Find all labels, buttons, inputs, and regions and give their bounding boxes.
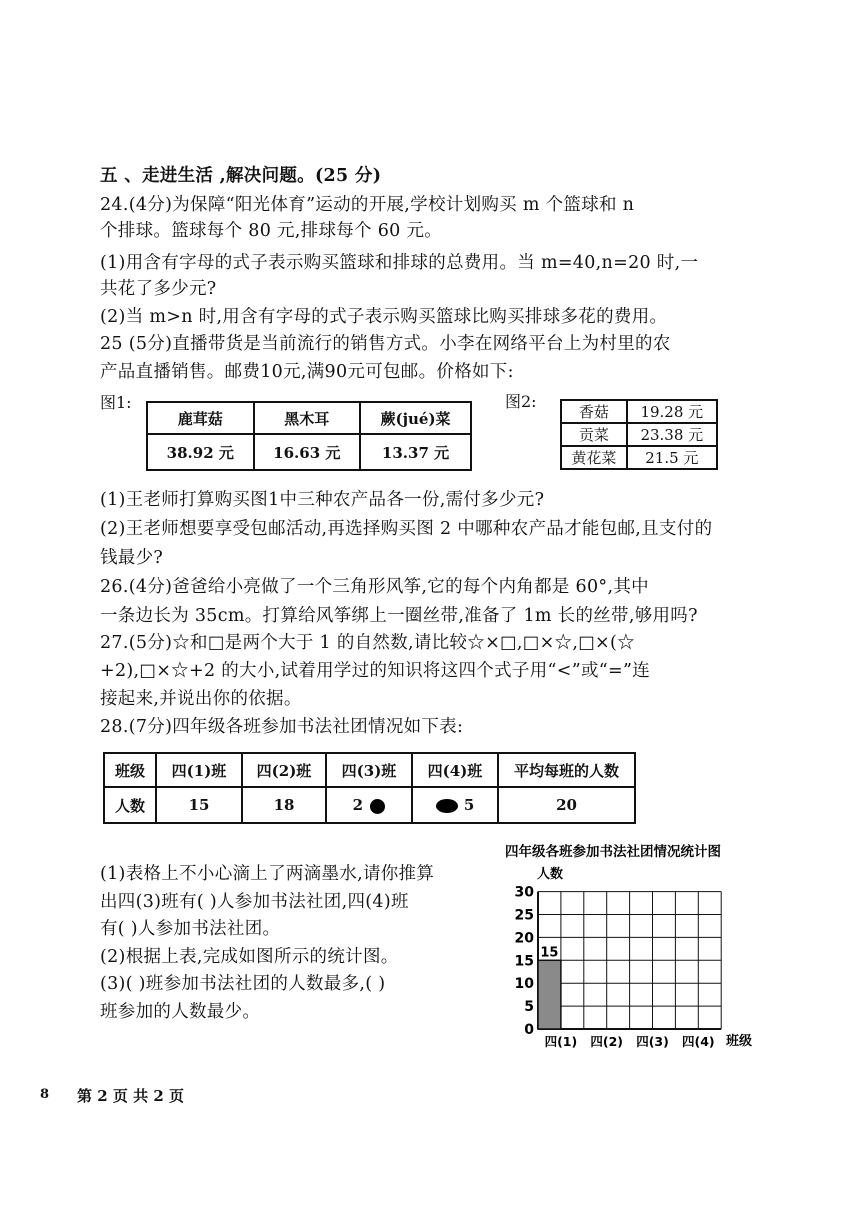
q25-line-1: 25 (5分)直播带货是当前流行的销售方式。小李在网络平台上为村里的农: [100, 334, 671, 354]
y-axis-label: 人数: [537, 867, 564, 882]
q28-cell-digit: 2: [352, 796, 364, 814]
fig2-price: 23.38 元: [627, 423, 717, 446]
q28-cell: 18: [242, 787, 326, 823]
q27-line-2: +2),□×☆+2 的大小,试着用学过的知识将这四个式子用“<”或“=”连: [100, 661, 651, 681]
q28-cell-digit: 5: [463, 796, 475, 814]
fig1-price: 13.37 元: [360, 434, 471, 470]
chart-title: 四年级各班参加书法社团情况统计图: [505, 844, 721, 860]
x-category-label: 四(4): [681, 1034, 715, 1049]
fig2-price: 19.28 元: [627, 400, 717, 423]
q28-sub-3a: (3)( )班参加书法社团的人数最多,( ): [100, 974, 386, 994]
footer-mark: 8: [40, 1087, 50, 1102]
section-title: 五 、走进生活 ,解决问题。(25 分): [100, 166, 382, 186]
y-tick-label: 0: [524, 1022, 534, 1038]
x-axis-label: 班级: [726, 1034, 753, 1049]
q27-line-1: 27.(5分)☆和□是两个大于 1 的自然数,请比较☆×□,□×☆,□×(☆: [100, 633, 635, 653]
fig1-price-table: [146, 401, 472, 471]
q25-sub-2a: (2)王老师想要享受包邮活动,再选择购买图 2 中哪种农产品才能包邮,且支付的: [100, 519, 713, 539]
fig2-price: 21.5 元: [627, 446, 717, 469]
fig1-header: 蕨(jué)菜: [360, 402, 471, 434]
fig1-label: 图1:: [100, 393, 132, 412]
q25-sub-2b: 钱最少?: [100, 548, 164, 568]
y-tick-label: 30: [514, 884, 534, 901]
fig2-name: 香菇: [561, 400, 627, 423]
fig2-price-table: [560, 399, 718, 470]
q24-line-4: 共花了多少元?: [100, 279, 217, 299]
fig1-header: 黑木耳: [254, 402, 361, 434]
q28-header: 四(4)班: [412, 753, 498, 787]
fig1-price: 38.92 元: [147, 434, 254, 470]
q28-table: [103, 752, 636, 824]
x-category-label: 四(1): [544, 1034, 578, 1049]
q26-line-1: 26.(4分)爸爸给小亮做了一个三角形风筝,它的每个内角都是 60°,其中: [100, 577, 649, 597]
fig2-name: 贡菜: [561, 423, 627, 446]
q28-sub-1c: 有( )人参加书法社团。: [100, 919, 281, 939]
q28-cell-ink: [412, 787, 498, 823]
y-tick-label: 20: [514, 930, 534, 947]
y-tick-label: 10: [514, 976, 534, 993]
q28-sub-3b: 班参加的人数最少。: [100, 1002, 261, 1022]
q28-sub-2: (2)根据上表,完成如图所示的统计图。: [100, 947, 399, 967]
q25-line-2: 产品直播销售。邮费10元,满90元可包邮。价格如下:: [100, 362, 514, 382]
q28-sub-1a: (1)表格上不小心滴上了两滴墨水,请你推算: [100, 864, 435, 884]
q28-header: 四(1)班: [156, 753, 242, 787]
ink-blot-icon: [436, 799, 458, 813]
y-tick-label: 15: [514, 953, 534, 970]
stat-chart: [470, 835, 790, 1060]
q26-line-2: 一条边长为 35cm。打算给风筝绑上一圈丝带,准备了 1m 长的丝带,够用吗?: [100, 606, 698, 626]
q24-line-3: (1)用含有字母的式子表示购买篮球和排球的总费用。当 m=40,n=20 时,一: [100, 253, 699, 273]
q28-header: 四(2)班: [242, 753, 326, 787]
q28-sub-1b: 出四(3)班有( )人参加书法社团,四(4)班: [100, 892, 409, 912]
y-tick-label: 5: [524, 999, 534, 1016]
q28-cell: 20: [498, 787, 635, 823]
fig2-label: 图2:: [505, 392, 537, 411]
q28-cell-ink: [326, 787, 412, 823]
q28-row-label: 人数: [104, 787, 156, 823]
fig2-name: 黄花菜: [561, 446, 627, 469]
page-number: 第 2 页 共 2 页: [77, 1087, 184, 1105]
x-category-label: 四(2): [590, 1034, 624, 1049]
fig1-header: 鹿茸菇: [147, 402, 254, 434]
q28-header: 四(3)班: [326, 753, 412, 787]
q24-line-1: 24.(4分)为保障“阳光体育”运动的开展,学校计划购买 m 个篮球和 n: [100, 195, 635, 215]
bar: [538, 960, 561, 1029]
q24-line-2: 个排球。篮球每个 80 元,排球每个 60 元。: [100, 221, 443, 241]
q24-line-5: (2)当 m>n 时,用含有字母的式子表示购买篮球比购买排球多花的费用。: [100, 307, 668, 327]
y-tick-label: 25: [514, 907, 534, 924]
q25-sub-1: (1)王老师打算购买图1中三种农产品各一份,需付多少元?: [100, 490, 545, 510]
q28-header: 班级: [104, 753, 156, 787]
ink-blot-icon: [370, 799, 385, 814]
q28-line-1: 28.(7分)四年级各班参加书法社团情况如下表:: [100, 717, 464, 737]
q28-header: 平均每班的人数: [498, 753, 635, 787]
x-category-label: 四(3): [636, 1034, 669, 1049]
q27-line-3: 接起来,并说出你的依据。: [100, 689, 302, 709]
fig1-price: 16.63 元: [254, 434, 361, 470]
bar-data-label: 15: [540, 945, 559, 961]
q28-cell: 15: [156, 787, 242, 823]
